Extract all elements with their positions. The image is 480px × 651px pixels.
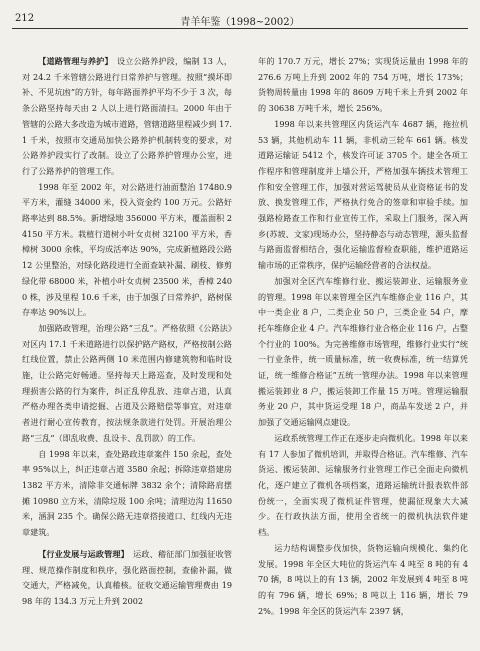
section-heading: 【行业发展与运政管理】 [38, 548, 129, 559]
paragraph [258, 54, 468, 117]
left-column [22, 54, 232, 645]
paragraph-text: 运政系统管理工作正在逐步走向微机化。1998 年以来有 17 人参加了微机培训，并取得合格证。汽车维修、汽车货运、搬运装卸、运输服务行业管理工作已全面走向微机化，逐户建立了微机各项档案，道路运输统计报表软件部份统一，全面实现了微机证件管理，使漏征现象大大减少。在行政执法方面，使用全省统一的微机执法软件建档。 [258, 432, 468, 538]
body-columns [22, 54, 468, 645]
paragraph [258, 274, 468, 431]
paragraph [22, 447, 232, 541]
right-column [258, 54, 468, 645]
paragraph [258, 117, 468, 274]
paragraph [258, 431, 468, 541]
page-number: 212 [15, 13, 35, 24]
paragraph-text: 1998 年以来共管理区内货运汽车 4687 辆，拖拉机 53 辆，其他机动车 11 辆，非机动三轮车 661 辆。核发道路运输证 5412 个，核发许可证 3705 个。建全各项工作程序和管理制度并上墙公开，严格加强车辆技术管理工作和安全管理工作，加强对营运驾驶员从业资格证书的发放、换发管理工作，严格执行免合的签章和审验手续。加强路检路查工作和行业宣传工作，采取上门服务，深入两乡(苏坡、文家)现场办公，坚持静态与动态管理，源头监督与路面监督相结合，强化运输监督检查职能，维护道路运输市场的正常秩序，保护运输经营者的合法权益。 [258, 118, 468, 271]
paragraph-text: 加强路政管理，治理公路“三乱”。严格依照《公路法》对区内 17.1 千米道路进行以保护路产路权，严格按制公路红线位置，禁止公路两侧 10 米范围内修建筑物和临时设施，让公路完好畅通。坚持每天上路巡查，及时发现和处理损害公路的行为案件，纠正乱停乱放、违章占道，认真严格办理各类申请挖掘、占道及公路赔偿等事宜，对违章者进行耐心宣传教育，按法规条款进行处罚。开展治理公路“三乱”（即乱收费、乱设卡、乱罚款）的工作。 [22, 322, 232, 443]
paragraph [22, 547, 232, 610]
paragraph [22, 54, 232, 180]
running-title: 青羊年鉴（1998~2002） [180, 17, 300, 28]
paragraph-text: 年的 170.7 万元，增长 27%；实现货运量由 1998 年的 276.6 万吨上升到 2002 年的 754 万吨，增长 173%；货物周转量由 1998 年的 8609 万吨千米上升到 2002 年的 30638 万吨千米，增长 256%。 [258, 56, 468, 114]
paragraph-text: 1998 年至 2002 年，对公路进行油面整治 17480.9 平方米，灌缝 34000 米，投入资金约 100 万元。公路好路率达到 88.5%。新增绿地 356000 平方米，覆盖面积 24150 平方米。栽植行道树小叶女贞树 32100 平方米，香樟树 3000 余株，平均成活率达 90%，完成新植路段公路 12 公里整治，对绿化路段进行全面查缺补漏、刷枝、修剪绿化带 68000 米，补植小叶女贞树 23500 米，香樟 2400 株，涉及里程 10.6 千米，由于加强了日常养护，路树保存率达 90%以上。 [22, 181, 232, 318]
section-heading: 【道路管理与养护】 [38, 56, 113, 66]
paragraph-text: 运力结构调整步伐加快，货物运输向规模化、集约化发展。1998 年全区大吨位的货运汽车 4 吨至 8 吨的有 470 辆，8 吨以上的有 13 辆，2002 年发展到 4 吨至 8 吨的有 796 辆，增长 69%；8 吨以上 116 辆，增长 792%。1998 年全区的货运汽车 2397 辆， [258, 542, 468, 616]
paragraph [258, 541, 468, 620]
paragraph [22, 180, 232, 321]
paragraph-text: 设立公路养护段，编制 13 人，对 24.2 千米管辖公路进行日常养护与管理。按照“摸坏即补、不见坑凼”的方针，每年路面养护平均不少于 3 次，每条公路坚持每天由 2 人以上进行路面清扫。2000 年由于管辖的公路大多改造为城市道路，管辖道路里程减少到 17.1 千米，按照市交通局加快公路养护机制转变的要求，对公路养护段实行了改制。设立了公路养护管理办公室，进行了公路养护的管理工作。 [22, 56, 232, 176]
paragraph-text: 加强对全区汽车维修行业、搬运装卸业、运输服务业的管理。1998 年以来管理全区汽车维修企业 116 户，其中一类企业 8 户，二类企业 50 户，三类企业 54 户，摩托车维修企业 4 户。汽车维修行业合格企业 116 户，占整个行业的 100%。为完善维修市场管理，维修行业实行“统一行业条件，统一质量标准，统一收费标准，统一结算凭证，统一维修合格证”五统一管理办法。1998 年以来管理搬运装卸业 8 户，搬运装卸工作量 15 万吨。管理运输服务业 20 户，其中货运受理 18 户，商品车发送 2 户，并加强了交通运输网点建设。 [258, 275, 468, 428]
page-header [12, 8, 468, 29]
paragraph [22, 321, 232, 447]
paragraph-text: 自 1998 年以来，查处路政违章案件 150 余起，查处率 95%以上，纠正违章占道 3580 余起；拆除违章搭建房 1382 平方米，清除非交通标牌 3832 余个；清除路肩摆摊 10980 立方米，清除垃圾 100 余吨；清理边沟 11650 米，涵洞 235 个。确保公路无违章搭接道口、红线内无违章建筑。 [22, 448, 232, 538]
paragraph-text: 运政、稽征部门加强征收管理、规范操作制度和秩序，强化路面控制，查偷补漏，做交通大，严格减免，认真稽核。征收交通运输管理费由 1998 年的 134.3 万元上升到 2002 [22, 548, 232, 606]
